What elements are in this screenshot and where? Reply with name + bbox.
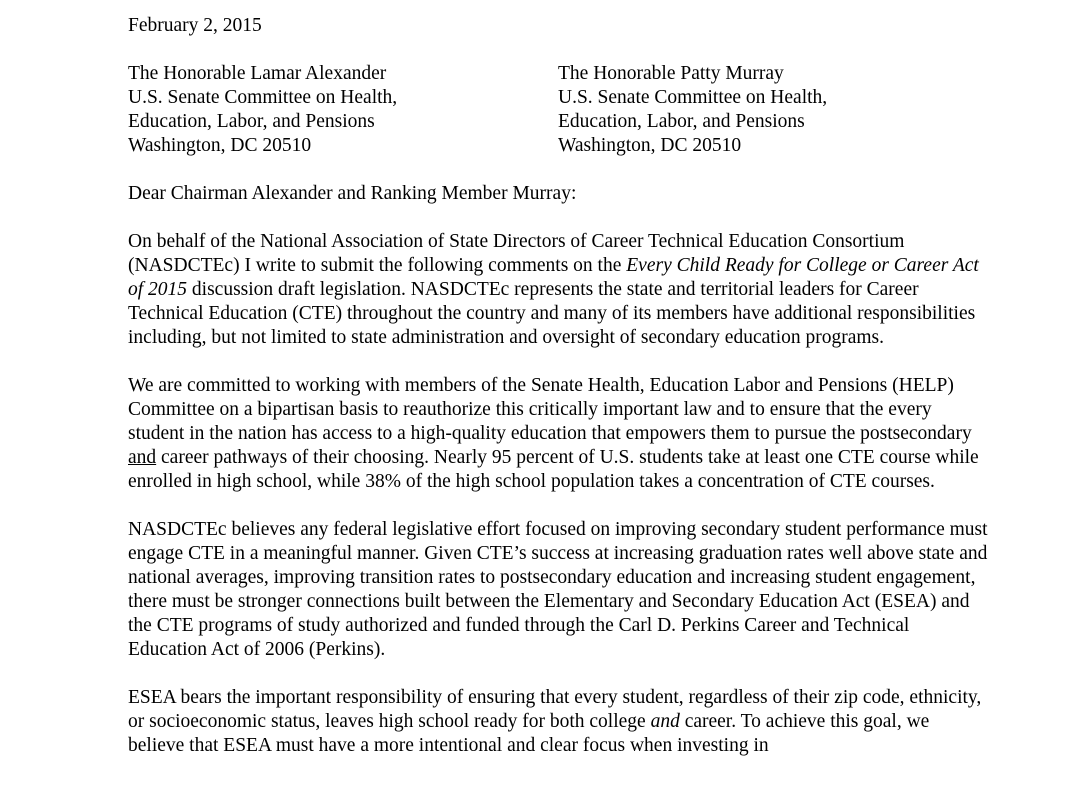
recipient-line: Education, Labor, and Pensions [558,111,805,132]
paragraph-text: On behalf of the National Association of State Directors of Career Technical Education Consortium (NASDCTEc) I write to submit the following comments on the [128,231,905,276]
paragraph-4 [128,686,988,758]
recipient-name: The Honorable Patty Murray [558,63,784,84]
recipient-line: Education, Labor, and Pensions [128,111,375,132]
act-title: Every Child Ready for College or Career Act of 2015 [128,255,979,300]
italic-word: and [650,711,680,732]
paragraph-text: We are committed to working with members of the Senate Health, Education Labor and Pensions (HELP) Committee on a bipartisan basis to reauthorize this critically important law and to ensure that the every student in the nation has access to a high-quality education that empowers them to pursue the postsecondary [128,375,972,444]
paragraph-text: career pathways of their choosing. Nearly 95 percent of U.S. students take at least one CTE course while enrolled in high school, while 38% of the high school population takes a concentration of CTE courses. [128,447,979,492]
recipient-address-alexander [128,62,558,158]
paragraph-2 [128,374,988,494]
paragraph-text: career. To achieve this goal, we believe that ESEA must have a more intentional and clear focus when investing in [128,711,930,756]
salutation: Dear Chairman Alexander and Ranking Member Murray: [128,183,577,204]
recipient-line: U.S. Senate Committee on Health, [128,87,398,108]
recipient-line: Washington, DC 20510 [128,135,312,156]
paragraph-text: ESEA bears the important responsibility of ensuring that every student, regardless of their zip code, ethnicity, or socioeconomic status, leaves high school ready for both college [128,687,982,732]
paragraph-text: discussion draft legislation. NASDCTEc represents the state and territorial leaders for Career Technical Education (CTE) throughout the country and many of its members have additional responsibilities including, but not limited to state administration and oversight of secondary education programs. [128,279,976,348]
letter-page [128,14,988,758]
paragraph-3: NASDCTEc believes any federal legislative effort focused on improving secondary student performance must engage CTE in a meaningful manner. Given CTE’s success at increasing graduation rates well above state and national averages, improving transition rates to postsecondary education and increasing student engagement, there must be stronger connections built between the Elementary and Secondary Education Act (ESEA) and the CTE programs of study authorized and funded through the Carl D. Perkins Career and Technical Education Act of 2006 (Perkins). [128,519,988,660]
recipient-line: U.S. Senate Committee on Health, [558,87,828,108]
recipient-name: The Honorable Lamar Alexander [128,63,387,84]
letter-date: February 2, 2015 [128,15,262,36]
recipient-line: Washington, DC 20510 [558,135,742,156]
underlined-word: and [128,447,157,468]
paragraph-1 [128,230,988,350]
recipient-address-murray [558,62,988,158]
recipient-addresses [128,62,988,158]
